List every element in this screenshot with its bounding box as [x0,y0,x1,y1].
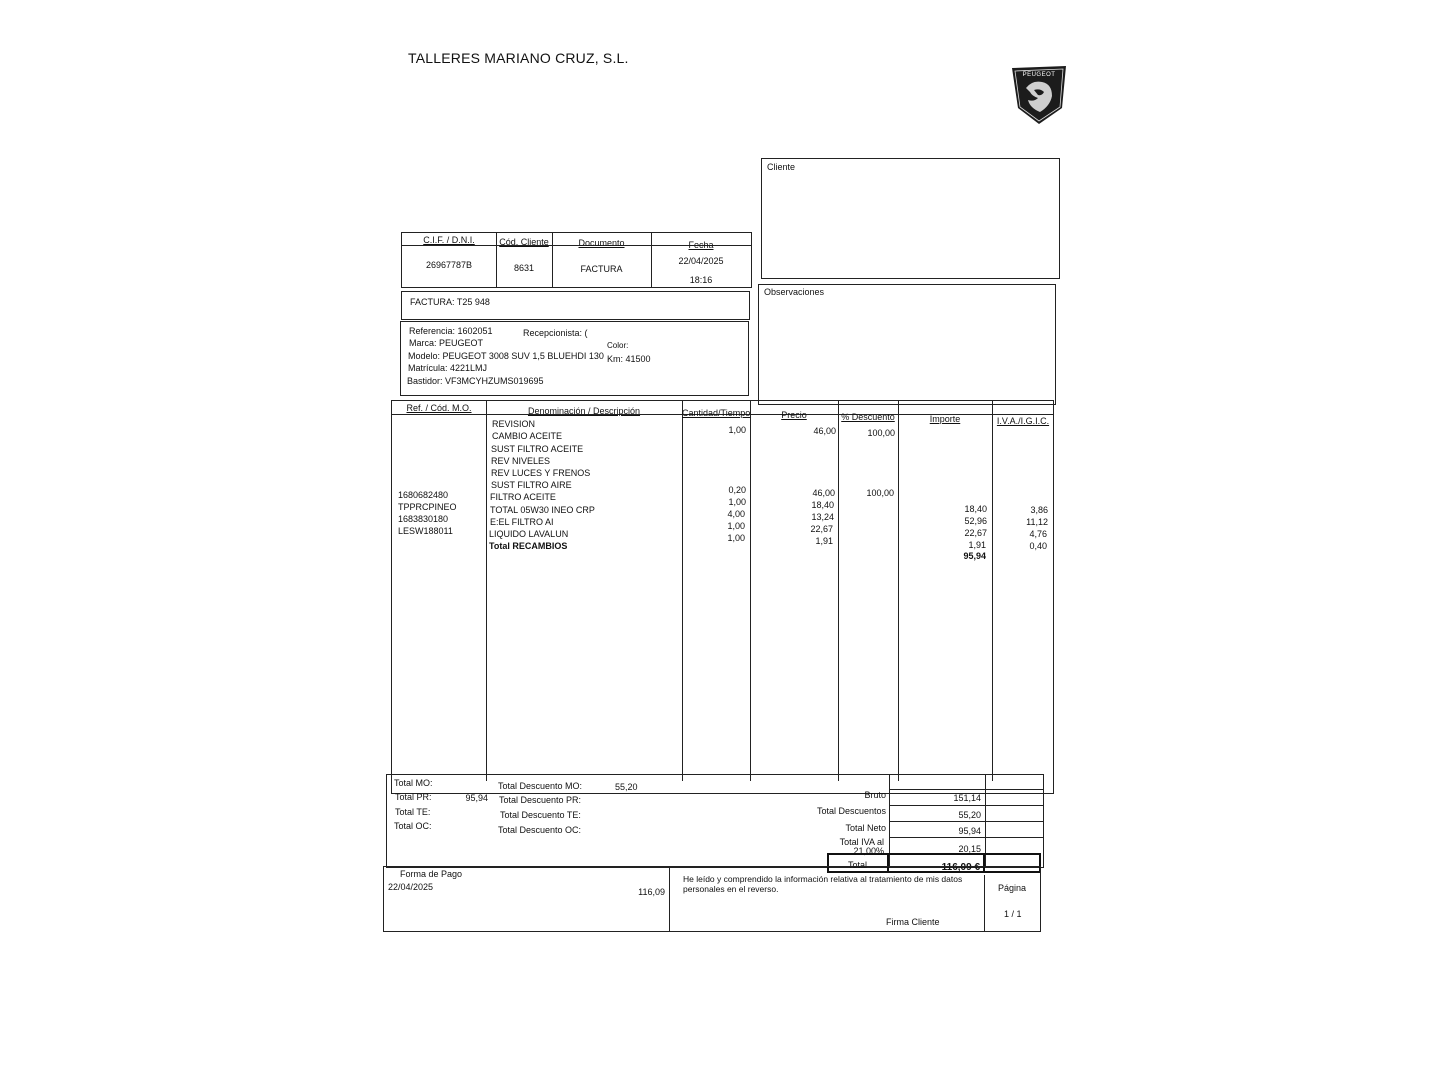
row-desc: SUST FILTRO AIRE [491,480,572,490]
total-parts-value: 95,94 [963,551,986,561]
row-qty: 1,00 [728,497,746,507]
grand-total-value: 116,09 € [941,862,980,873]
page-label: Página [998,883,1027,893]
legal-line-1: He leído y comprendido la información relativa al tratamiento de mis datos [683,874,963,884]
client-code-label: Cód. Cliente [499,237,549,247]
vehicle-color: Color: [607,341,629,350]
row-ref: LESW188011 [398,526,453,536]
row-desc: SUST FILTRO ACEITE [491,444,584,454]
vehicle-brand: Marca: PEUGEOT [409,338,484,348]
vehicle-plate: Matrícula: 4221LMJ [408,363,488,373]
vat-label-1: Total IVA al [839,837,884,847]
col-qty-header: Cantidad/Tiempo [682,408,751,418]
total-te-label: Total TE: [395,807,431,817]
col-tax-header: I.V.A./I.G.I.C. [996,416,1050,426]
row-desc: LIQUIDO LAVALUN [489,529,569,539]
net-label: Total Neto [845,823,886,833]
payment-amount: 116,09 [638,887,665,897]
row-desc: REV NIVELES [491,456,551,466]
date-label: Fecha [688,240,714,250]
invoice-number-box [401,291,750,320]
cif-value: 26967787B [425,260,473,270]
row-qty: 0,20 [728,485,746,495]
row-desc: FILTRO ACEITE [490,492,556,502]
row-ref: 1683830180 [398,514,449,524]
row-price: 22,67 [810,524,833,534]
row-discount: 100,00 [867,428,895,438]
vat-value: 20,15 [958,844,981,854]
row-desc: CAMBIO ACEITE [492,431,563,441]
row-qty: 1,00 [727,533,745,543]
vehicle-km: Km: 41500 [607,354,651,364]
total-mo-label: Total MO: [394,778,433,788]
row-price: 1,91 [815,536,833,546]
discount-te-label: Total Descuento TE: [500,810,581,820]
col-price-header: Precio [781,410,807,420]
client-box-title: Cliente [767,162,796,172]
vehicle-receptionist: Recepcionista: ( [523,328,588,338]
peugeot-logo-text: PEUGEOT [1022,72,1056,78]
total-parts-label: Total RECAMBIOS [489,541,568,551]
gross-label: Bruto [864,790,886,800]
discount-mo-value: 55,20 [615,782,638,792]
row-ref: 1680682480 [398,490,449,500]
row-qty: 1,00 [727,521,745,531]
col-discount-header: % Descuento [841,412,895,422]
row-qty: 1,00 [728,425,746,435]
cif-label: C.I.F. / D.N.I. [423,235,475,245]
peugeot-logo [1008,62,1070,126]
vehicle-chassis: Bastidor: VF3MCYHZUMS019695 [407,376,544,386]
header-table [401,232,752,288]
total-pr-label: Total PR: [395,792,432,802]
company-name: TALLERES MARIANO CRUZ, S.L. [408,50,629,66]
discount-mo-label: Total Descuento MO: [498,781,583,791]
observations-box-title: Observaciones [764,287,825,297]
observations-box [758,284,1056,405]
discount-pr-label: Total Descuento PR: [499,795,582,805]
row-desc: TOTAL 05W30 INEO CRP [490,505,595,515]
row-price: 46,00 [812,488,835,498]
time-value: 18:16 [689,275,713,285]
client-box [761,158,1060,279]
net-value: 95,94 [958,826,981,836]
vehicle-model: Modelo: PEUGEOT 3008 SUV 1,5 BLUEHDI 130 [408,351,604,361]
row-desc: REV LUCES Y FRENOS [491,468,591,478]
total-discounts-label: Total Descuentos [816,806,886,816]
row-price: 46,00 [813,426,836,436]
signature-label: Firma Cliente [886,917,940,927]
gross-value: 151,14 [953,793,981,803]
legal-line-2: personales en el reverso. [683,884,779,894]
vat-label-2: 21,00% [853,846,884,856]
client-code-value: 8631 [513,263,535,273]
discount-oc-label: Total Descuento OC: [498,825,582,835]
row-amount: 52,96 [964,516,987,526]
document-value: FACTURA [580,264,623,274]
total-oc-label: Total OC: [394,821,432,831]
row-price: 18,40 [811,500,834,510]
col-desc-header: Denominación / Descripción [527,406,641,416]
page-value: 1 / 1 [1004,909,1022,919]
row-tax: 0,40 [1029,541,1047,551]
document-label: Documento [578,238,625,248]
row-tax: 11,12 [1026,517,1048,527]
row-qty: 4,00 [727,509,745,519]
row-amount: 18,40 [964,504,987,514]
col-ref-header: Ref. / Cód. M.O. [406,403,472,413]
vehicle-box [400,321,749,396]
date-value: 22/04/2025 [678,256,724,266]
total-discounts-value: 55,20 [958,810,981,820]
payment-date: 22/04/2025 [388,882,434,892]
row-tax: 3,86 [1030,505,1048,515]
invoice-number: FACTURA: T25 948 [410,297,490,307]
row-tax: 4,76 [1029,529,1047,539]
total-pr-value: 95,94 [465,793,488,803]
payment-label: Forma de Pago [400,869,463,879]
row-amount: 1,91 [968,540,986,550]
row-ref: TPPRCPINEO [398,502,457,512]
row-desc: REVISION [492,419,536,429]
row-price: 13,24 [811,512,834,522]
row-discount: 100,00 [866,488,894,498]
row-amount: 22,67 [964,528,987,538]
grand-total-label: Total [848,860,868,870]
row-desc: E:EL FILTRO AI [490,517,554,527]
vehicle-reference: Referencia: 1602051 [409,326,493,336]
col-amount-header: Importe [929,414,961,424]
